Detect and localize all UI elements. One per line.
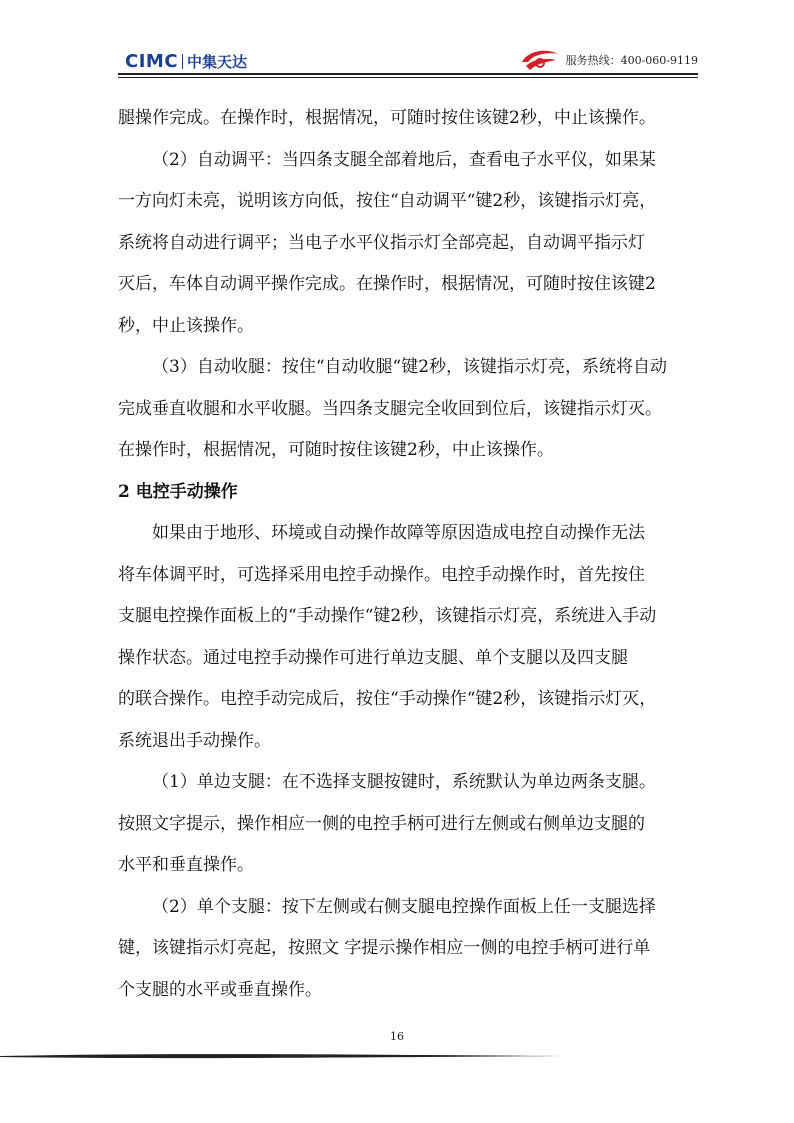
text-line: 在操作时，根据情况，可随时按住该键2秒，中止该操作。: [118, 440, 554, 460]
brand-swirl-icon: [518, 48, 562, 72]
text-line: 一方向灯未亮，说明该方向低，按住“自动调平“键2秒，该键指示灯亮，: [118, 191, 657, 211]
page-header: [118, 40, 698, 76]
text-line: 按照文字提示，操作相应一侧的电控手柄可进行左侧或右侧单边支腿的: [118, 813, 645, 834]
page-number: 16: [390, 1030, 404, 1043]
text-line: 将车体调平时，可选择采用电控手动操作。电控手动操作时，首先按住: [118, 564, 645, 585]
text-line: 系统退出手动操作。: [118, 730, 271, 751]
text-line: 完成垂直收腿和水平收腿。当四条支腿完全收回到位后，该键指示灯灭。: [118, 398, 662, 419]
text-line: 秒，中止该操作。: [118, 315, 254, 336]
logo-cn: 中集天达: [187, 53, 248, 71]
cimc-logo: [125, 51, 247, 72]
logo-en: CIMC: [125, 51, 179, 72]
text-line: 如果由于地形、环境或自动操作故障等原因造成电控自动操作无法: [152, 523, 645, 543]
header-rule-thin: [118, 77, 698, 78]
footer-swoosh-line: [0, 1052, 560, 1060]
text-line: 个支腿的水平或垂直操作。: [118, 979, 322, 1000]
service-hotline: [518, 48, 698, 72]
text-line: 腿操作完成。在操作时，根据情况，可随时按住该键2秒，中止该操作。: [118, 108, 656, 128]
text-line: （2）自动调平：当四条支腿全部着地后，查看电子水平仪，如果某: [152, 149, 656, 170]
text-line: 系统将自动进行调平；当电子水平仪指示灯全部亮起，自动调平指示灯: [118, 232, 645, 253]
hotline-text: 服务热线：400-060-9119: [565, 54, 698, 67]
logo-divider: [182, 54, 183, 69]
text-line: 灭后，车体自动调平操作完成。在操作时，根据情况，可随时按住该键2: [118, 274, 656, 294]
text-line: （2）单个支腿：按下左侧或右侧支腿电控操作面板上任一支腿选择: [152, 896, 656, 917]
text-line: 操作状态。通过电控手动操作可进行单边支腿、单个支腿以及四支腿: [118, 647, 628, 668]
header-rule: [118, 73, 698, 75]
text-line: （1）单边支腿：在不选择支腿按键时，系统默认为单边两条支腿。: [152, 772, 656, 792]
text-line: 的联合操作。电控手动完成后，按住“手动操作“键2秒，该键指示灯灭，: [118, 689, 657, 709]
text-line: （3）自动收腿：按住“自动收腿“键2秒，该键指示灯亮，系统将自动: [152, 357, 668, 377]
document-body: [118, 98, 700, 1011]
text-line: 支腿电控操作面板上的“手动操作“键2秒，该键指示灯亮，系统进入手动: [118, 606, 657, 626]
text-line: 键，该键指示灯亮起，按照文 字提示操作相应一侧的电控手柄可进行单: [118, 938, 651, 958]
text-line: 水平和垂直操作。: [118, 855, 254, 875]
section-heading: 2 电控手动操作: [118, 481, 238, 502]
